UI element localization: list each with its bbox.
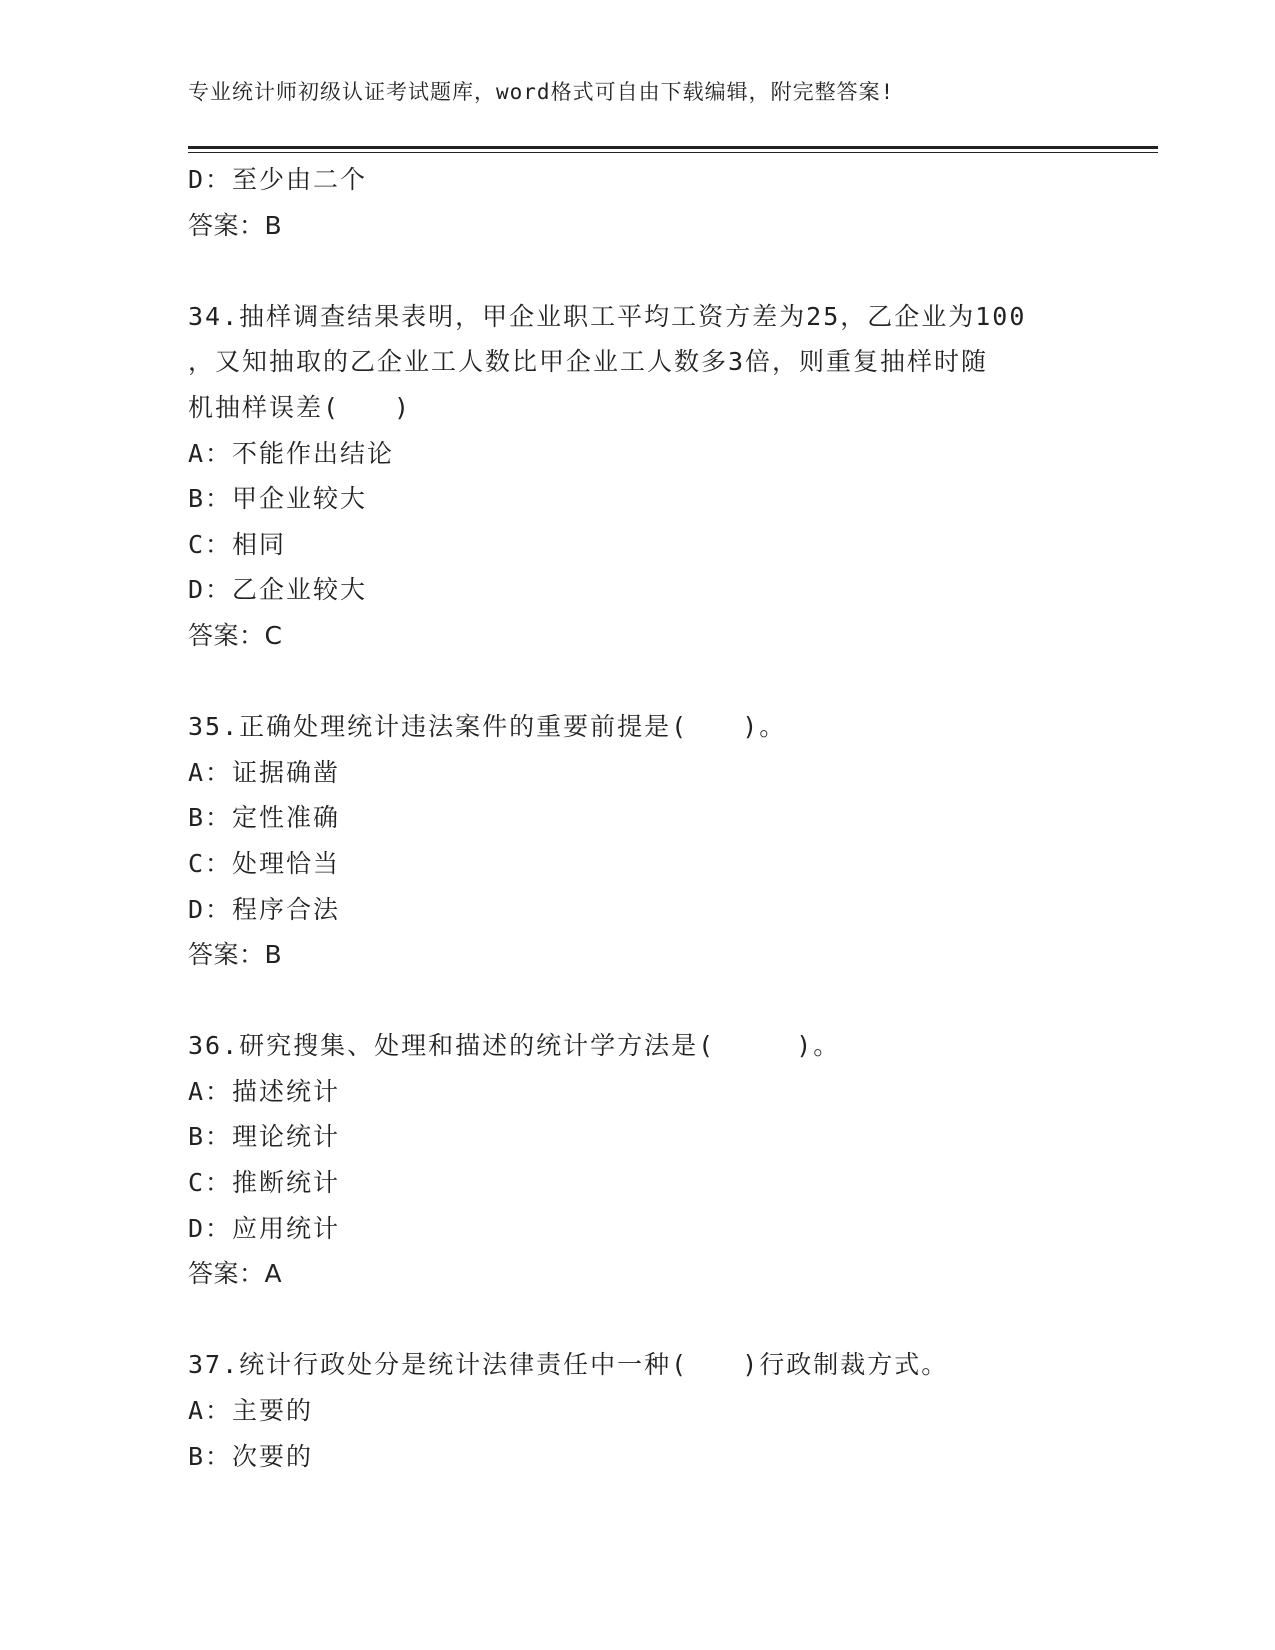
header-rule-thick: [188, 146, 1158, 149]
option-a: A：主要的: [188, 1396, 314, 1426]
option-a: A：描述统计: [188, 1076, 341, 1106]
question-stem-line: 36.研究搜集、处理和描述的统计学方法是( )。: [188, 1031, 841, 1061]
answer-line: 答案：C: [188, 620, 283, 650]
answer-line: 答案：B: [188, 940, 283, 970]
option-d: D：程序合法: [188, 894, 341, 924]
page-header: 专业统计师初级认证考试题库，word格式可自由下载编辑，附完整答案!: [188, 80, 895, 104]
spacer: [188, 659, 1128, 705]
spacer: [188, 248, 1128, 294]
question-stem-line: 35.正确处理统计违法案件的重要前提是( )。: [188, 712, 787, 742]
question-35: [188, 704, 1128, 978]
option-b: B：次要的: [188, 1441, 314, 1471]
option-d: D：应用统计: [188, 1213, 341, 1243]
prev-answer: 答案：B: [188, 210, 283, 240]
option-a: A：不能作出结论: [188, 438, 395, 468]
option-b: B：理论统计: [188, 1122, 341, 1152]
answer-line: 答案：A: [188, 1259, 283, 1289]
question-stem-line: 34.抽样调查结果表明，甲企业职工平均工资方差为25，乙企业为100: [188, 301, 1027, 331]
option-b: B：定性准确: [188, 803, 341, 833]
question-stem-line: ，又知抽取的乙企业工人数比甲企业工人数多3倍，则重复抽样时随: [188, 347, 989, 377]
spacer: [188, 978, 1128, 1024]
question-stem-line: 37.统计行政处分是统计法律责任中一种( )行政制裁方式。: [188, 1350, 949, 1380]
question-36: [188, 1023, 1128, 1297]
spacer: [188, 1297, 1128, 1343]
option-b: B：甲企业较大: [188, 484, 368, 514]
question-stem-line: 机抽样误差( ): [188, 392, 412, 422]
document-body: [188, 157, 1128, 1479]
option-a: A：证据确凿: [188, 757, 341, 787]
option-c: C：处理恰当: [188, 848, 341, 878]
option-d: D：乙企业较大: [188, 575, 368, 605]
question-37: [188, 1342, 1128, 1479]
question-34: [188, 294, 1128, 659]
prev-option-d: D：至少由二个: [188, 165, 368, 194]
header-rule-thin: [188, 152, 1158, 153]
option-c: C：推断统计: [188, 1168, 341, 1198]
option-c: C：相同: [188, 529, 287, 559]
